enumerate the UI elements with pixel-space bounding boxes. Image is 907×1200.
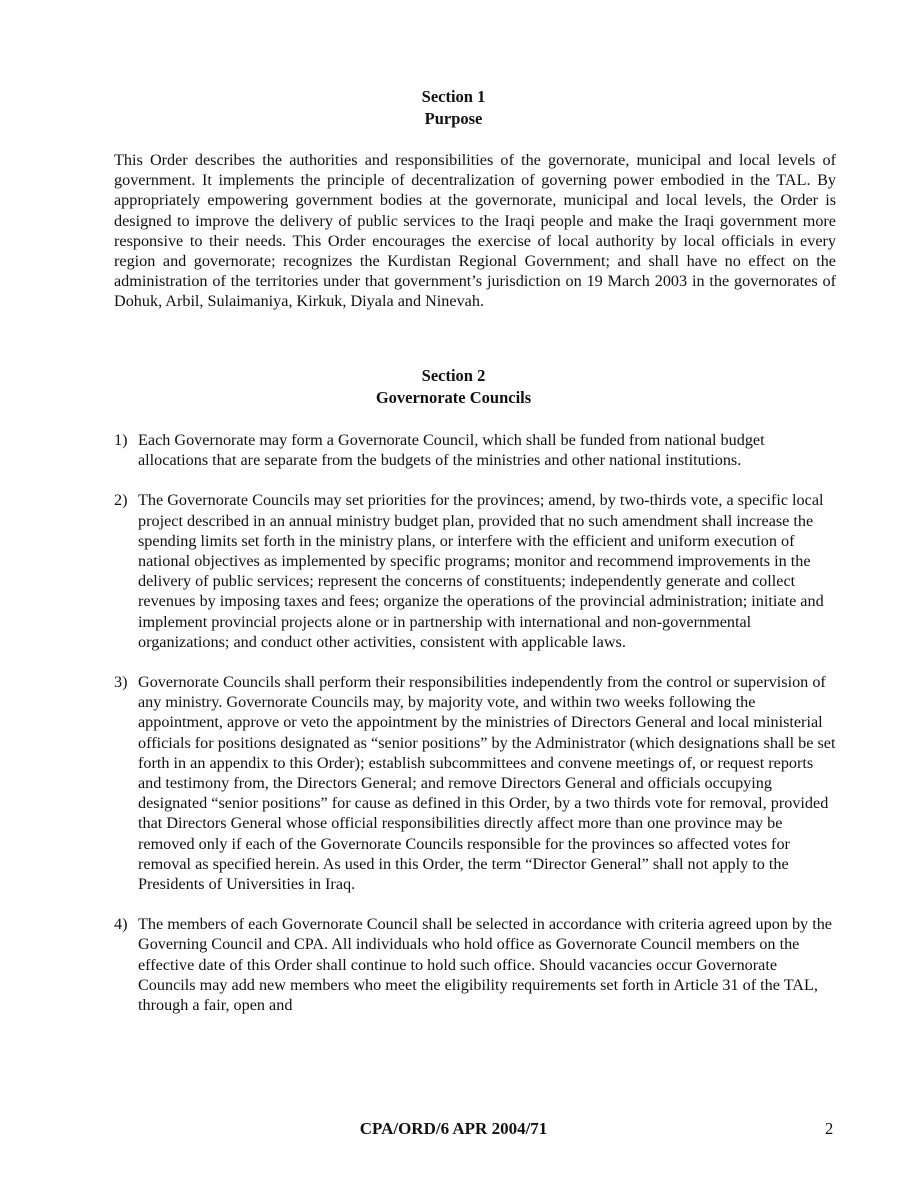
governorate-councils-list (114, 430, 836, 1035)
list-item-text: Each Governorate may form a Governorate Council, which shall be funded from national budget allocations that are separate from the budgets of the ministries and other national institutions. (138, 431, 765, 470)
list-item-number: 3) (114, 673, 128, 692)
list-item (114, 672, 836, 894)
list-item-number: 2) (114, 491, 128, 510)
section-1-title: Purpose (424, 108, 483, 128)
list-item-text: The members of each Governorate Council shall be selected in accordance with criteria agreed upon by the Governing Council and CPA. All individuals who hold office as Governorate Council members on the effective date of this Order shall continue to hold such office. Should vacancies occur Governorate Councils may add new members who meet the eligibility requirements set forth in Article 31 of the TAL, through a fair, open and (138, 915, 832, 1015)
list-item-number: 4) (114, 915, 128, 934)
document-reference: CPA/ORD/6 APR 2004/71 (359, 1119, 548, 1138)
list-item-text: The Governorate Councils may set priorities for the provinces; amend, by two-thirds vote, a specific local project described in an annual ministry budget plan, provided that no such amendment shall increase the spending limits set forth in the ministry plans, or interfere with the efficient and uniform execution of national objectives as implemented by specific programs; monitor and recommend improvements in the delivery of public services; represent the concerns of constituents; independently generate and collect revenues by imposing taxes and fees; organize the operations of the provincial administration; initiate and implement provincial projects alone or in partnership with international and non-governmental organizations; and conduct other activities, consistent with applicable laws. (138, 491, 824, 651)
section-2-title: Governorate Councils (375, 387, 532, 407)
list-item-text: Governorate Councils shall perform their responsibilities independently from the control or supervision of any ministry. Governorate Councils may, by majority vote, and within two weeks following the appointment, approve or veto the appointment by the ministries of Directors General and local ministerial officials for positions designated as “senior positions” by the Administrator (which designations shall be set forth in an appendix to this Order); establish subcommittees and convene meetings of, or request reports and testimony from, the Directors General; and remove Directors General and officials occupying designated “senior positions” for cause as defined in this Order, by a two thirds vote for removal, provided that Directors General whose official responsibilities directly affect more than one province may be removed only if each of the Governorate Councils responsible for the provinces so affected votes for removal as specified herein. As used in this Order, the term “Director General” shall not apply to the Presidents of Universities in Iraq. (138, 673, 836, 894)
section-1-heading (0, 86, 907, 129)
list-item-number: 1) (114, 431, 128, 449)
list-item (114, 914, 836, 1015)
section-2-heading (0, 365, 907, 408)
section-2-label: Section 2 (421, 366, 486, 385)
list-item (114, 490, 836, 652)
page-number: 2 (825, 1119, 834, 1138)
list-item (114, 430, 836, 470)
section-1-paragraph: This Order describes the authorities and responsibilities of the governorate, municipal and local levels of government. It implements the principle of decentralization of governing power embodied in the TAL. By appropriately empowering government bodies at the governorate, municipal and local levels, the Order is designed to improve the delivery of public services to the Iraqi people and make the Iraqi government more responsive to their needs. This Order encourages the exercise of local authority by local officials in every region and governorate; recognizes the Kurdistan Regional Government; and shall have no effect on the administration of the territories under that government’s jurisdiction on 19 March 2003 in the governorates of Dohuk, Arbil, Sulaimaniya, Kirkuk, Diyala and Ninevah. (114, 151, 836, 311)
section-1-label: Section 1 (421, 87, 486, 106)
